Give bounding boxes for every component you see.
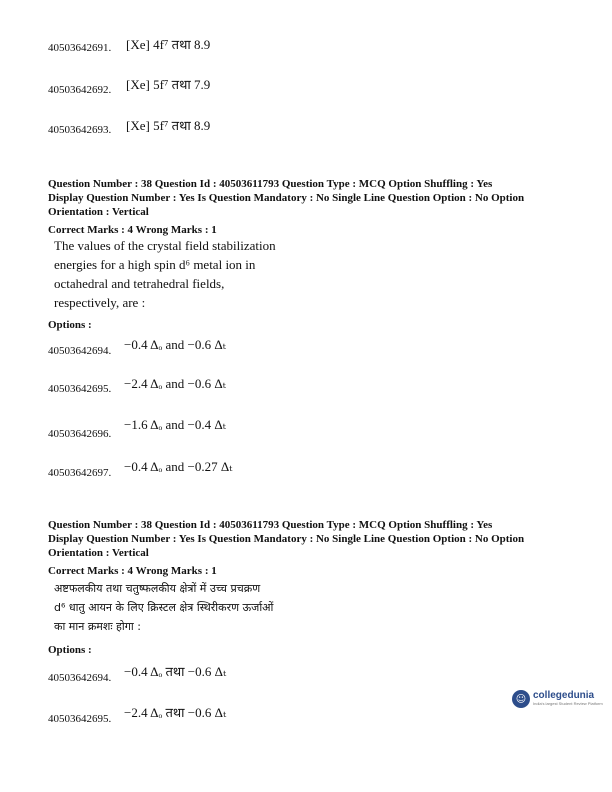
option-text: [Xe] 5f⁷ तथा 7.9 (126, 77, 211, 92)
option-id: 40503642694. (48, 345, 112, 357)
question-meta (48, 177, 588, 237)
graduate-face-icon: ☺ (512, 690, 530, 708)
option-text: −0.4 Δₒ तथा −0.6 Δₜ (124, 664, 227, 679)
option-id: 40503642696. (48, 428, 112, 440)
collegedunia-logo (512, 690, 603, 708)
question-line: अष्टफलकीय तथा चतुष्फलकीय क्षेत्रों में उच्च प्रचक्रण (54, 582, 261, 595)
question-meta (48, 518, 588, 578)
option-id: 40503642691. (48, 42, 112, 54)
option-id: 40503642693. (48, 124, 112, 136)
option-id: 40503642697. (48, 467, 112, 479)
option-id: 40503642692. (48, 84, 112, 96)
question-text (54, 236, 276, 312)
question-line: octahedral and tetrahedral fields, (54, 276, 225, 291)
question-line: d⁶ धातु आयन के लिए क्रिस्टल क्षेत्र स्थिरीकरण ऊर्जाओं (54, 601, 274, 614)
option-text: −0.4 Δₒ and −0.27 Δₜ (124, 459, 233, 474)
question-meta-line: Orientation : Vertical (48, 547, 149, 559)
question-meta-line: Question Number : 38 Question Id : 40503611793 Question Type : MCQ Option Shuffling : Yes (48, 178, 493, 190)
option-text: −1.6 Δₒ and −0.4 Δₜ (124, 417, 226, 432)
question-meta-line: Orientation : Vertical (48, 206, 149, 218)
question-meta-line: Display Question Number : Yes Is Question Mandatory : No Single Line Question Option : No Option (48, 533, 525, 545)
question-meta-line: Display Question Number : Yes Is Question Mandatory : No Single Line Question Option : No Option (48, 192, 525, 204)
option-id: 40503642694. (48, 672, 112, 684)
question-line: respectively, are : (54, 295, 146, 310)
option-id: 40503642695. (48, 713, 112, 725)
question-line: The values of the crystal field stabilization (54, 238, 276, 253)
logo-name: collegedunia (533, 690, 595, 701)
options-label: Options : (48, 644, 92, 656)
marks-line: Correct Marks : 4 Wrong Marks : 1 (48, 565, 217, 577)
option-text: [Xe] 4f⁷ तथा 8.9 (126, 37, 211, 52)
option-text: [Xe] 5f⁷ तथा 8.9 (126, 118, 211, 133)
question-line: का मान क्रमशः होगा : (54, 620, 141, 633)
option-text: −2.4 Δₒ and −0.6 Δₜ (124, 376, 226, 391)
option-id: 40503642695. (48, 383, 112, 395)
question-line: energies for a high spin d⁶ metal ion in (54, 257, 256, 272)
question-meta-line: Question Number : 38 Question Id : 40503611793 Question Type : MCQ Option Shuffling : Yes (48, 519, 493, 531)
options-label: Options : (48, 319, 92, 331)
option-text: −0.4 Δₒ and −0.6 Δₜ (124, 337, 226, 352)
option-text: −2.4 Δₒ तथा −0.6 Δₜ (124, 705, 227, 720)
marks-line: Correct Marks : 4 Wrong Marks : 1 (48, 224, 217, 236)
question-text (54, 579, 273, 636)
logo-tagline: India's largest Student Review Platform (533, 701, 603, 706)
